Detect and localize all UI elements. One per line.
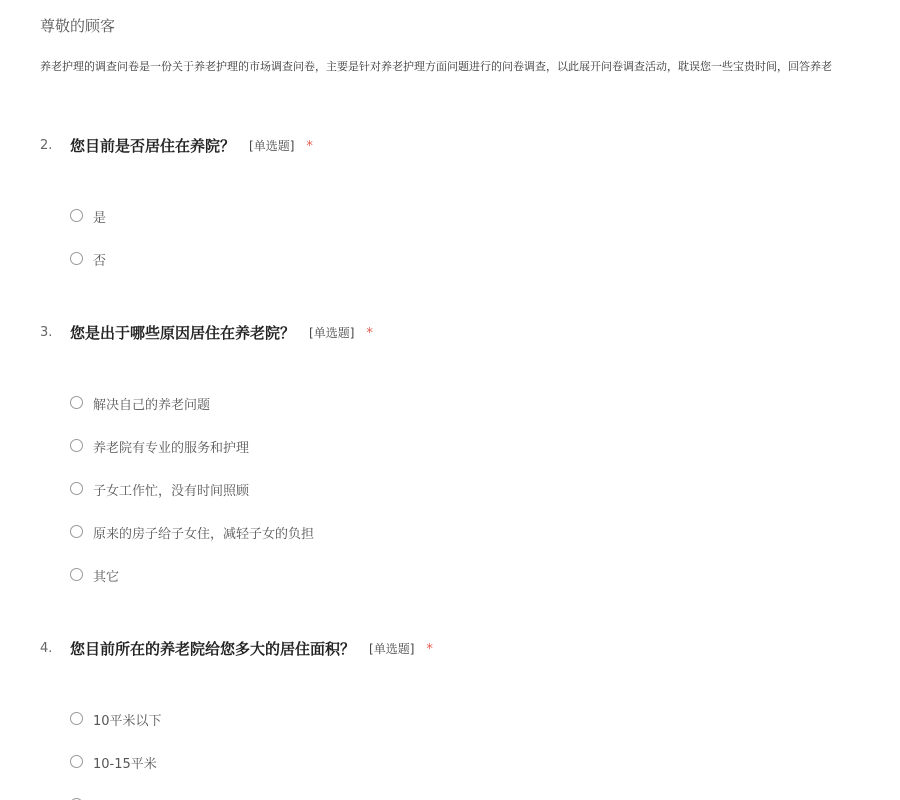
question-title (70, 322, 373, 343)
question-type-label: [单选题] (309, 326, 355, 340)
radio-button[interactable] (70, 209, 83, 222)
option-label: 否 (93, 254, 107, 269)
question-type-label: [单选题] (369, 642, 415, 656)
option-label: 其它 (93, 570, 120, 585)
question-type-label: [单选题] (249, 139, 295, 153)
option-label: 原来的房子给子女住，减轻子女的负担 (93, 527, 315, 542)
survey-intro-text: 养老护理的调查问卷是一份关于养老护理的市场调查问卷，主要是针对养老护理方面问题进行的问卷调查，以此展开问卷调查活动，耽误您一些宝贵时间，回答养老 (40, 60, 832, 73)
question-title-text: 您目前是否居住在养院？ (70, 137, 236, 155)
question-header (0, 135, 900, 159)
radio-button[interactable] (70, 525, 83, 538)
greeting-text: 尊敬的顾客 (40, 17, 116, 35)
question-number: 3. (40, 325, 53, 340)
question-number: 2. (40, 138, 53, 153)
question-number: 4. (40, 641, 53, 656)
option-label: 解决自己的养老问题 (93, 398, 211, 413)
question-title-text: 您目前所在的养老院给您多大的居住面积？ (70, 640, 356, 658)
question-header (0, 322, 900, 346)
option-label: 养老院有专业的服务和护理 (93, 441, 250, 456)
required-marker: * (426, 642, 433, 657)
required-marker: * (306, 139, 313, 154)
radio-button[interactable] (70, 252, 83, 265)
option-label: 是 (93, 211, 107, 226)
radio-button[interactable] (70, 482, 83, 495)
radio-button[interactable] (70, 396, 83, 409)
option-label: 10平米以下 (93, 714, 162, 729)
option-label: 10-15平米 (93, 757, 157, 772)
radio-button[interactable] (70, 755, 83, 768)
question-title (70, 638, 433, 659)
option-label: 子女工作忙，没有时间照顾 (93, 484, 250, 499)
question-title (70, 135, 313, 156)
required-marker: * (366, 326, 373, 341)
radio-button[interactable] (70, 712, 83, 725)
question-title-text: 您是出于哪些原因居住在养老院？ (70, 324, 296, 342)
question-header (0, 638, 900, 662)
radio-button[interactable] (70, 439, 83, 452)
radio-button[interactable] (70, 568, 83, 581)
